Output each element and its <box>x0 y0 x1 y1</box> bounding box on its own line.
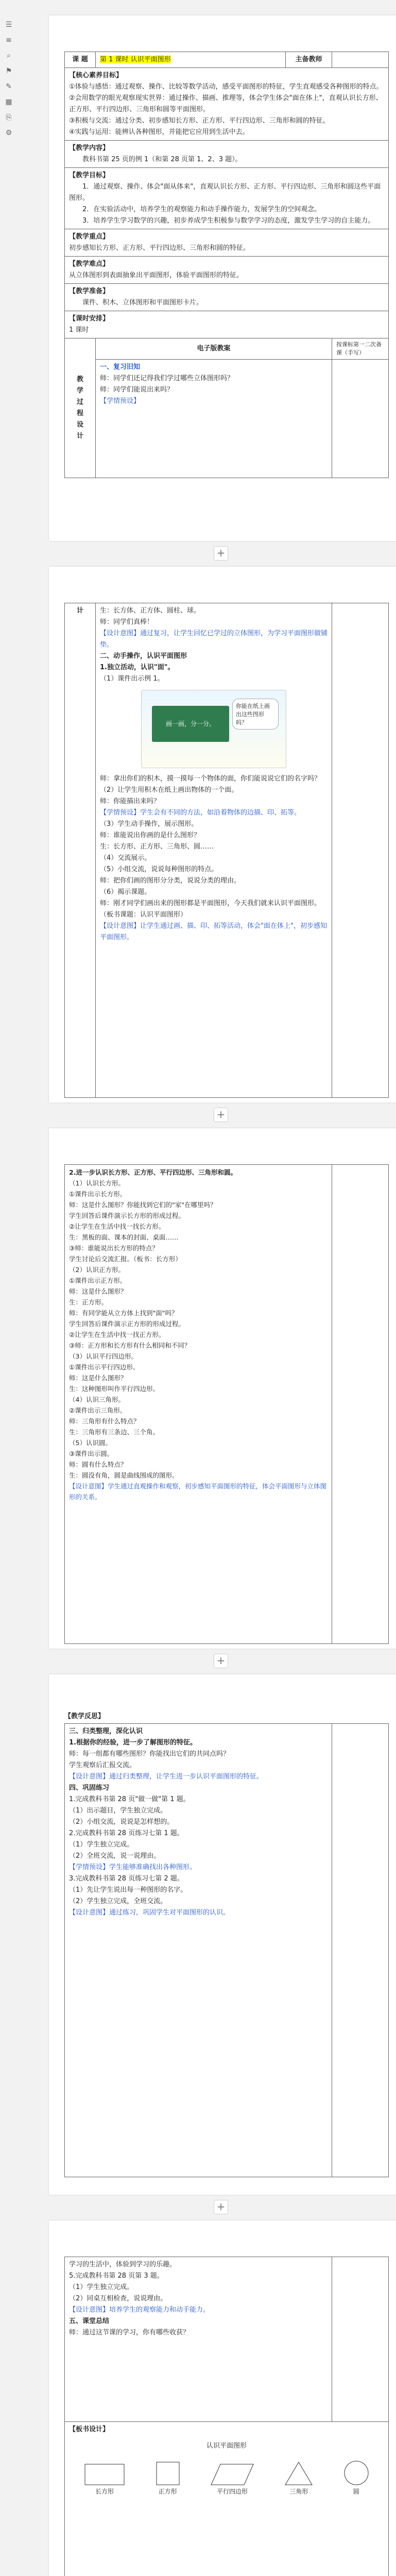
note-body-cont[interactable] <box>332 1724 389 2177</box>
section-heading: 三、归类整理，深化认识 <box>69 1727 143 1735</box>
teaching-material-title: 【教学内容】 <box>69 144 110 152</box>
document-page-1 <box>49 15 396 541</box>
plan-line: （5）认识圆。 <box>69 1439 112 1447</box>
add-page-button[interactable]: + <box>214 546 228 561</box>
plan-line: 1.完成教科书第 28 页"做一做"第 1 题。 <box>69 1795 190 1803</box>
plan-line: （2）同桌互相检查，说说理由。 <box>69 2295 167 2302</box>
plan-line: 生：圆没有角，圆是曲线围成的图形。 <box>69 1471 179 1479</box>
bookmark-icon[interactable]: ⚑ <box>5 67 12 75</box>
board-heading: 认识平面图形 <box>206 2442 247 2450</box>
plan-line: 生：黑板的面、课本的封面、桌面…… <box>69 1233 179 1241</box>
plan-body-cont[interactable] <box>65 1724 332 2177</box>
plan-line: 生：长方形、正方形、三角形、圆…… <box>100 843 214 851</box>
plan-line: ②课件出示三角形。 <box>69 1406 127 1414</box>
plan-line: 【设计意图】学生通过直观操作和观察，初步感知平面图形的特征，体会平面图形与立体图形的关系。 <box>69 1482 327 1501</box>
difficulty-text: 从立体图形到表面抽象出平面图形，体验平面图形的特征。 <box>69 272 244 279</box>
illustration-bubble: 你能在纸上画出这些图形吗？ <box>232 699 279 730</box>
plan-line: 【设计意图】培养学生的观察能力和动手能力。 <box>69 2306 210 2314</box>
outline-icon[interactable]: ≡ <box>6 36 12 44</box>
teaching-material-cell[interactable] <box>65 141 389 168</box>
hours-text: 1 课时 <box>69 326 89 334</box>
plan-line: ③师：正方形和长方形有什么相同和不同？ <box>69 1342 191 1349</box>
plan-line: 师：有同学能从立方体上找到"面"吗？ <box>69 1309 178 1317</box>
plan-line: 师：你能描出来吗？ <box>100 798 161 805</box>
plan-line: ①课件出示正方形。 <box>69 1277 127 1284</box>
plan-line: ①课件出示长方形。 <box>69 1190 127 1198</box>
process-table-cont <box>64 1164 389 1644</box>
plan-header: 电子版教案 <box>96 338 332 360</box>
core-literacy-cell[interactable] <box>65 68 389 141</box>
teaching-goal-item: 1．通过观察、操作、体会"面从体来"，直观认识长方形、正方形、平行四边形、三角形和圆这些平面图形。 <box>69 183 381 202</box>
plan-line: 【设计意图】通过归类整理，让学生进一步认识平面图形的特征。 <box>69 1773 264 1781</box>
plan-line: 师：这是什么图形？ <box>69 1287 127 1295</box>
plan-line: 1.根据你的经验，进一步了解图形的特征。 <box>69 1739 197 1747</box>
square-shape: 正方形 <box>156 2461 180 2497</box>
plan-line: 师：同学们能说出来吗？ <box>100 386 174 394</box>
teaching-goals-cell[interactable] <box>65 168 389 229</box>
plan-line: （6）揭示课题。 <box>100 888 151 896</box>
plan-line: 师：刚才同学们画出来的图形都是平面图形，今天我们就来认识平面图形。（板书课题：认识平面图形） <box>100 900 321 919</box>
plan-line: 生：长方体、正方体、圆柱、球。 <box>100 607 201 615</box>
teaching-material-text: 教科书第 25 页的例 1（和第 28 页第 1、2、3 题）。 <box>82 156 242 163</box>
difficulty-cell[interactable] <box>65 257 389 284</box>
plan-line: 师：三角形有什么特点？ <box>69 1417 140 1425</box>
plan-line: 师：同学们真棒！ <box>100 618 154 626</box>
plan-line: 【设计意图】让学生通过画、描、印、拓等活动，体会"面在体上"，初步感知平面图形。 <box>100 922 327 941</box>
section-heading: 二、动手操作，认识平面图形 <box>100 652 187 660</box>
plan-line: ①课件出示平行四边形。 <box>69 1363 140 1371</box>
settings-icon[interactable]: ⚙ <box>5 129 12 137</box>
core-literacy-title: 【核心素养目标】 <box>69 72 123 79</box>
plan-line: ②让学生在生活中找一找长方形。 <box>69 1223 165 1230</box>
plan-line: 师：谁能说出你画的是什么图形？ <box>100 832 201 839</box>
core-literacy-item: ①体验与感悟：通过观察、操作、比较等数学活动，感受平面图形的特征，学生直观感受各种图形的特点。 <box>69 83 383 91</box>
lesson-table <box>64 52 389 478</box>
plan-line: （1）学生独立完成。 <box>69 1841 134 1849</box>
plan-line: 师：把你们画的图形分分类，说说分类的理由。 <box>100 877 241 885</box>
course-label: 课 题 <box>65 52 96 68</box>
plan-body[interactable] <box>96 360 332 478</box>
plan-line: 学生回答后课件演示正方形的形成过程。 <box>69 1320 185 1328</box>
plan-line: （1）出示题目，学生独立完成。 <box>69 1807 167 1815</box>
plan-line: （2）认识正方形。 <box>69 1266 125 1274</box>
plan-line: 2.进一步认识长方形、正方形、平行四边形、三角形和圆。 <box>69 1168 237 1176</box>
plan-line: （1）课件出示例 1。 <box>100 675 164 683</box>
add-page-button[interactable]: + <box>214 1654 228 1668</box>
key-point-text: 初步感知长方形、正方形、平行四边形、三角形和圆的特征。 <box>69 244 250 252</box>
add-page-button[interactable]: + <box>214 2200 228 2214</box>
plan-line: 学生讨论后交流汇报。（板书：长方形） <box>69 1255 182 1263</box>
plan-line: （1）认识长方形。 <box>69 1179 125 1187</box>
document-page-3 <box>49 1128 396 1649</box>
example-illustration <box>141 690 286 768</box>
plan-line: （3）认识平行四边形。 <box>69 1352 137 1360</box>
plan-line: ②让学生在生活中找一找正方形。 <box>69 1331 165 1338</box>
plan-line: （5）小组交流，说说每种图形的特点。 <box>100 866 218 873</box>
plan-line: （2）让学生用积木在纸上画出物体的一个面。 <box>100 786 238 794</box>
plan-body-cont[interactable] <box>65 1165 332 1644</box>
board-design-cell[interactable] <box>65 2422 389 2576</box>
plan-line: （2）小组交流，说说是怎样想的。 <box>69 1818 174 1826</box>
plan-line: 师：每一组都有哪些图形？你能找出它们的共同点吗？ <box>69 1750 230 1758</box>
plan-line: （4）交流展示。 <box>100 854 151 862</box>
plan-line: 生：正方形。 <box>69 1298 108 1306</box>
hours-cell[interactable] <box>65 311 389 338</box>
plan-body-cont[interactable] <box>96 603 332 1098</box>
teacher-label: 主备教师 <box>286 52 332 68</box>
course-title[interactable]: 第 1 课时 认识平面图形 <box>96 52 286 68</box>
add-page-button[interactable]: + <box>214 1108 228 1122</box>
parallelogram-shape: 平行四边形 <box>210 2463 254 2497</box>
process-table-cont <box>64 603 389 1098</box>
plan-line: 学生回答后课件演示长方形的形成过程。 <box>69 1212 185 1219</box>
plan-line: （4）认识三角形。 <box>69 1396 125 1403</box>
plan-line: 师：同学们还记得我们学过哪些立体图形吗？ <box>100 375 234 382</box>
core-literacy-item: ③积极与交流：通过分类、初步感知长方形、正方形、平行四边形、三角形和圆的特征。 <box>69 117 330 125</box>
plan-line: （2）全班交流，说一说理由。 <box>69 1852 161 1860</box>
section-heading: 四、巩固练习 <box>69 1784 110 1792</box>
difficulty-title: 【教学难点】 <box>69 260 110 268</box>
note-body[interactable] <box>332 360 389 478</box>
process-table-cont <box>64 2257 389 2576</box>
document-page-4 <box>49 1674 396 2195</box>
document-page-5 <box>49 2221 396 2576</box>
teaching-goal-item: 3．培养学生学习数学的兴趣，初步养成学生积极参与数学学习的态度，激发学生学习的自主能力。 <box>82 217 375 225</box>
plan-line: （1）学生独立完成。 <box>69 2283 134 2291</box>
plan-line: ③课件出示圆。 <box>69 1450 114 1458</box>
plan-line: 师：这是什么图形？ <box>69 1374 127 1382</box>
shape-row <box>69 2460 384 2497</box>
search-icon[interactable]: ⌕ <box>7 52 11 60</box>
intent-tag: 【学情预设】 <box>100 397 141 405</box>
plan-line: 【设计意图】通过练习，巩固学生对平面图形的认识。 <box>69 1909 230 1917</box>
teaching-goals-title: 【教学目标】 <box>69 172 110 179</box>
plan-body-cont[interactable] <box>65 2257 332 2422</box>
note-body-cont[interactable] <box>332 2257 389 2422</box>
plan-line: ③师：谁能说出长方形的特点？ <box>69 1244 159 1252</box>
plan-line: 师：拿出你们的积木，摸一摸每一个物体的面，你们能说说它们的名字吗？ <box>100 775 321 783</box>
key-point-title: 【教学重点】 <box>69 233 110 241</box>
hours-title: 【课时安排】 <box>69 315 110 323</box>
attachment-icon[interactable]: ⎘ <box>6 113 12 122</box>
process-label-cont: 计 <box>65 603 96 1098</box>
plan-line: 师：圆有什么特点？ <box>69 1461 127 1468</box>
plan-line: （1）先让学生说出每一种图形的名字。 <box>69 1886 187 1894</box>
process-table-cont <box>64 1723 389 2177</box>
plan-line: （2）学生独立完成，全班交流。 <box>69 1897 167 1905</box>
comment-icon[interactable]: ✎ <box>6 82 12 91</box>
section-heading: 一、复习旧知 <box>100 363 141 371</box>
plan-line: 师：这是什么图形？你能找到它们的"家"在哪里吗？ <box>69 1201 217 1209</box>
core-literacy-item: ②会用数学的眼光观察现实世界：通过操作、描画、推理等，体会学生体会"面在体上"，直观认识长方形、正方形、平行四边形、三角形和圆等平面图形。 <box>69 94 383 113</box>
page-icon[interactable]: ☰ <box>5 21 12 29</box>
plan-line: 学习的生活中，体验到学习的乐趣。 <box>69 2261 177 2268</box>
rectangle-shape: 长方形 <box>84 2463 125 2497</box>
plan-line: 【设计意图】通过复习，让学生回忆已学过的立体图形，为学习平面图形做铺垫。 <box>100 630 328 649</box>
plan-line: 【学情预设】学生会有不同的方法，如沿着物体的边描、印、拓等。 <box>100 809 301 817</box>
illustration-board: 画一画，分一分。 <box>152 706 229 742</box>
plan-line: 5.完成教科书第 28 页第 3 题。 <box>69 2272 164 2280</box>
circle-shape: 圆 <box>343 2460 369 2497</box>
teacher-value[interactable] <box>332 52 389 68</box>
note-header: 按课标第一二次备课（手写） <box>332 338 389 360</box>
plan-line: 生：这种图形叫作平行四边形。 <box>69 1385 160 1393</box>
thumbnail-icon[interactable]: ▦ <box>5 98 12 106</box>
preparation-cell[interactable] <box>65 284 389 311</box>
document-page-2 <box>49 567 396 1103</box>
key-point-cell[interactable] <box>65 229 389 257</box>
note-body-cont[interactable] <box>332 1165 389 1644</box>
plan-line: 师：通过这节课的学习，你有哪些收获？ <box>69 2329 190 2336</box>
side-toolbar <box>3 21 14 137</box>
plan-line: 2.完成教科书第 28 页练习七第 1 题。 <box>69 1829 184 1837</box>
teaching-goal-item: 2．在实验活动中，培养学生的观察能力和动手操作能力，发展学生的空间观念。 <box>82 206 321 213</box>
plan-line: 【学情预设】学生能够准确找出各种图形。 <box>69 1863 197 1871</box>
preparation-title: 【教学准备】 <box>69 287 110 295</box>
core-literacy-item: ④实践与运用：能辨认各种图形，并能把它应用到生活中去。 <box>69 128 249 136</box>
preparation-text: 课件、积木、立体图形和平面图形卡片。 <box>82 299 203 307</box>
triangle-shape: 三角形 <box>284 2461 313 2497</box>
process-label: 教 学 过 程 设 计 <box>65 338 96 478</box>
plan-line: 1.独立活动，认识"面"。 <box>100 664 175 671</box>
reflection-heading: 【教学反思】 <box>64 1713 105 1720</box>
section-heading: 五、课堂总结 <box>69 2317 110 2325</box>
board-design-title: 【板书设计】 <box>69 2426 110 2433</box>
note-body-cont[interactable] <box>332 603 389 1098</box>
plan-line: 3.完成教科书第 28 页练习七第 2 题。 <box>69 1875 184 1883</box>
plan-line: 学生观察后汇报交流。 <box>69 1761 136 1769</box>
plan-line: 生：三角形有三条边、三个角。 <box>69 1428 160 1436</box>
plan-line: （3）学生动手操作，展示图形。 <box>100 820 198 828</box>
